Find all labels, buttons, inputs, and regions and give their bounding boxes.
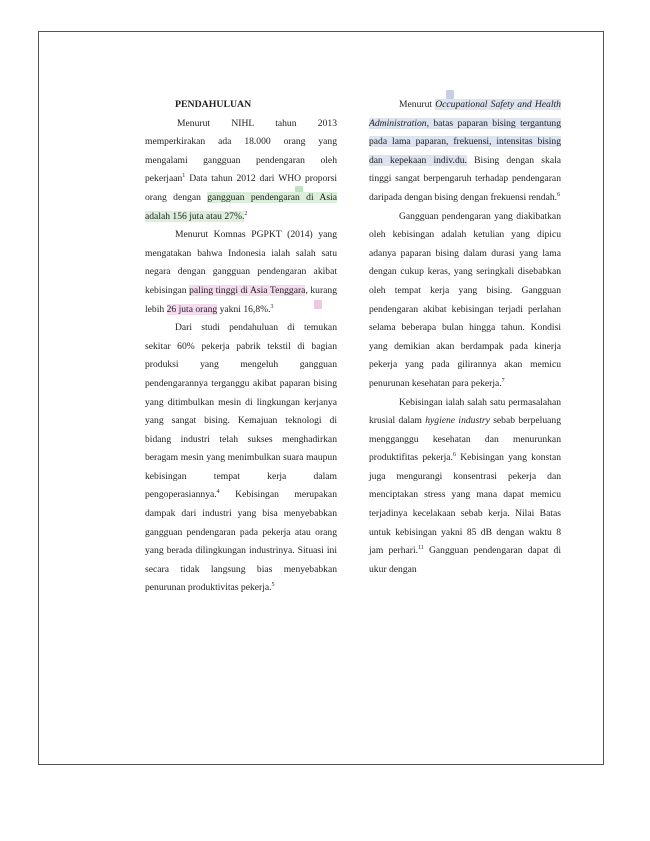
highlight-blue[interactable]: Occupational Safety and Health Administration <box>369 99 561 129</box>
paragraph <box>145 226 337 319</box>
paragraph <box>369 208 561 394</box>
text: sebab berpeluang mengganggu kesehatan dan menurunkan produktifitas pekerja. <box>369 415 561 464</box>
paragraph <box>369 394 561 580</box>
term-italic: hygiene industry <box>425 415 490 427</box>
citation[interactable]: 5 <box>271 582 275 589</box>
text: Kebisingan merupakan dampak dari industri yang bisa menyebabkan gangguan pendengaran pada pekerja atau orang yang berada dilingkungan industrinya. Situasi ini secara tidak langsung bias menyebabkan penurunan produktivitas pekerja. <box>145 489 337 594</box>
text: , kurang lebih <box>145 284 338 315</box>
citation[interactable]: 1 <box>182 173 186 180</box>
highlight-blue[interactable]: , batas paparan bising tergantung pada lama paparan, frekuensi, intensitas bising dan kepekaan indiv.du. <box>369 117 561 166</box>
citation[interactable]: 4 <box>216 489 220 496</box>
highlight-green[interactable]: gangguan pendengaran di Asia adalah 156 juta atau 27%. <box>145 191 337 222</box>
highlight-pink[interactable]: paling tinggi di Asia Tenggara <box>189 284 306 296</box>
text: yakni 16,8%. <box>217 303 271 315</box>
text: Dari studi pendahuluan di temukan sekitar 60% pekerja pabrik tekstil di bagian produksi yang mengeluh gangguan pendengarannya terganggu akibat paparan bising yang ditimbulkan mesin di lingkungan kerjanya yang sangat bising. Kemajuan teknologi di bidang industri telah sukses menghadirkan beragam mesin yang menimbulkan suara maupun kebisingan tempat kerja dalam pengoperasiannya. <box>145 322 337 501</box>
citation[interactable]: 2 <box>244 210 248 217</box>
text: Kebisingan ialah salah satu permasalahan krusial dalam <box>369 396 561 427</box>
citation[interactable]: 3 <box>270 303 274 310</box>
citation[interactable]: 6 <box>452 452 456 459</box>
text: Menurut <box>399 99 436 110</box>
section-heading: PENDAHULUAN <box>175 99 252 110</box>
text: Gangguan pendengaran dapat di ukur dengan <box>369 545 561 575</box>
highlight-pink[interactable]: 26 juta orang <box>166 303 218 315</box>
paragraph <box>145 115 337 227</box>
citation[interactable]: 6 <box>557 191 561 198</box>
left-column <box>145 96 337 598</box>
paragraph <box>369 96 561 208</box>
text: Gangguan pendengaran yang diakibatkan oleh kebisingan adalah ketulian yang dipicu adanya paparan bising dalam durasi yang lama dengan cukup keras, yang seringkali disebabkan oleh tempat kerja yang bising. Gangguan pendengaran akibat kebisingan terjadi perlahan selama beberapa bulan hingga tahun. Kondisi yang demikian akan berdampak pada kinerja pekerja yang pada gilirannya akan memicu penurunan kesehatan para pekerja. <box>369 210 561 389</box>
text: Data tahun 2012 dari WHO proporsi orang dengan <box>145 173 337 203</box>
text: Kebisingan yang konstan juga mengurangi konsentrasi pekerja dan menciptakan stress yang mana dapat memicu terjadinya kecelakaan sebab kerja. Nilai Batas untuk kebisingan yakni 85 dB dengan waktu 8 jam perhari. <box>369 452 561 557</box>
text: Menurut Komnas PGPKT (2014) yang mengatakan bahwa Indonesia ialah salah satu negara dengan gangguan pendengaran akibat kebisingan <box>145 229 337 296</box>
text: Menurut NIHL tahun 2013 memperkirakan ada 18.000 orang yang mengalami gangguan pendengaran oleh pekerjaan <box>145 117 337 185</box>
citation[interactable]: 7 <box>501 377 505 384</box>
citation[interactable]: 11 <box>418 545 424 552</box>
right-column <box>369 96 561 579</box>
paragraph <box>145 319 337 598</box>
text: Bising dengan skala tinggi sangat berpengaruh terhadap pendengaran daripada dengan bising dengan frekuensi rendah. <box>369 154 562 203</box>
